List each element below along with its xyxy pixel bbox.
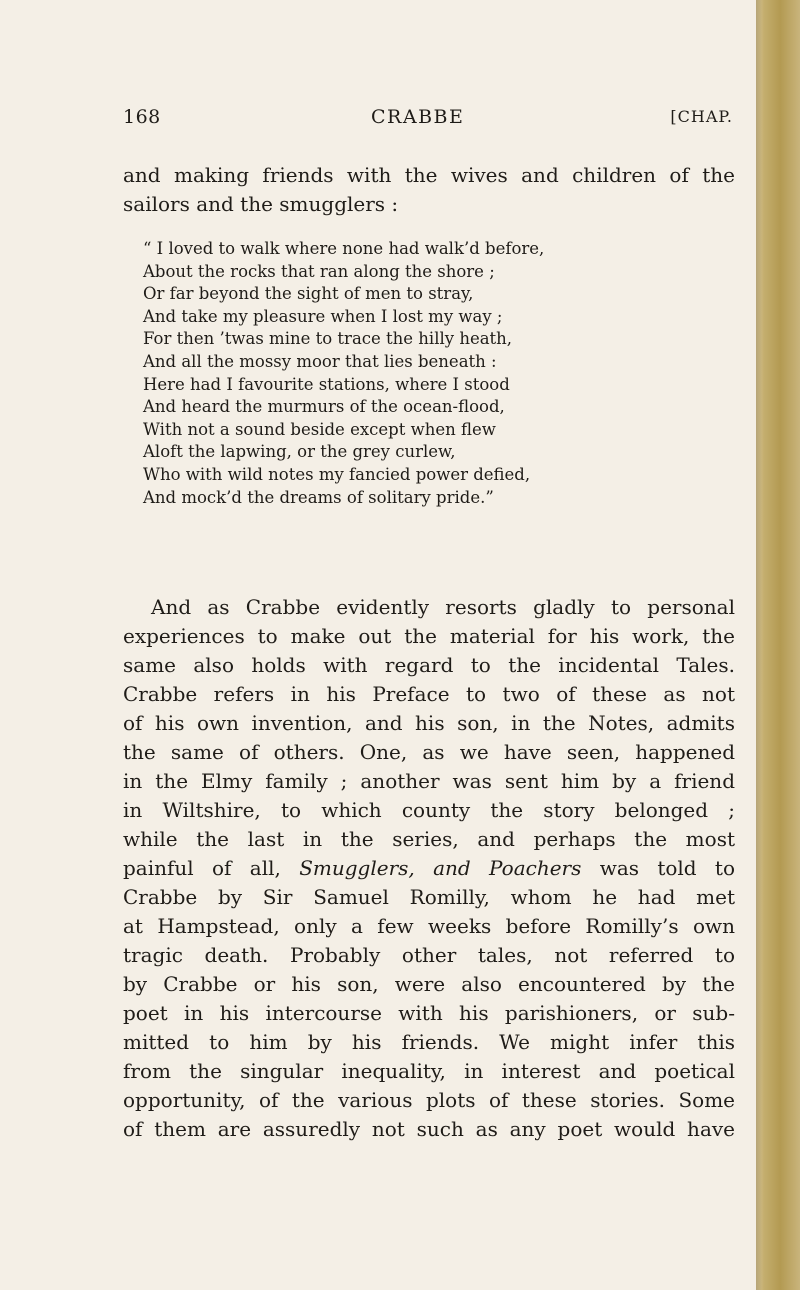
poem-line: For then ’twas mine to trace the hilly heath,	[143, 329, 513, 349]
tale-title: Smugglers, and Poachers	[299, 856, 582, 880]
text-line: Crabbe by Sir Samuel Romilly, whom he had met	[123, 885, 735, 909]
poem-line: About the rocks that ran along the shore ;	[143, 261, 495, 281]
text-line: at Hampstead, only a few weeks before Romilly’s own	[123, 914, 735, 938]
chapter-marker: [CHAP.	[670, 107, 733, 126]
line-segment: painful of all,	[123, 856, 300, 880]
poem-line: And take my pleasure when I lost my way ;	[143, 306, 503, 326]
text-line: from the singular inequality, in interest and poetical	[123, 1059, 735, 1083]
text-line: of them are assuredly not such as any poet would have	[123, 1117, 735, 1141]
text-line: and making friends with the wives and children of the	[123, 163, 735, 187]
text-line: while the last in the series, and perhaps the most	[123, 827, 735, 851]
text-line: in the Elmy family ; another was sent him by a friend	[123, 769, 735, 793]
text-line: in Wiltshire, to which county the story belonged ;	[123, 798, 735, 822]
poem-quotation	[143, 238, 663, 509]
text-line-with-title	[123, 854, 735, 883]
text-line: the same of others. One, as we have seen, happened	[123, 740, 735, 764]
running-title: CRABBE	[371, 106, 465, 128]
text-line: of his own invention, and his son, in the Notes, admits	[123, 711, 735, 735]
text-line: by Crabbe or his son, were also encountered by the	[123, 972, 735, 996]
text-line: same also holds with regard to the incidental Tales.	[123, 653, 735, 677]
text-line: experiences to make out the material for his work, the	[123, 624, 735, 648]
line-segment: was told to	[581, 856, 736, 880]
main-paragraph	[123, 593, 735, 1144]
page-edge-binding	[756, 0, 800, 1290]
poem-line: With not a sound beside except when flew	[143, 419, 496, 439]
text-line: Crabbe refers in his Preface to two of these as not	[123, 682, 735, 706]
poem-line: And mock’d the dreams of solitary pride.”	[143, 487, 494, 507]
page-number: 168	[123, 106, 161, 128]
poem-line: And all the mossy moor that lies beneath :	[143, 351, 497, 371]
poem-line: And heard the murmurs of the ocean-flood,	[143, 397, 505, 417]
poem-line: “ I loved to walk where none had walk’d before,	[143, 239, 545, 258]
intro-paragraph	[123, 161, 735, 219]
text-line: And as Crabbe evidently resorts gladly to personal	[151, 595, 735, 619]
text-line: sailors and the smugglers :	[123, 192, 399, 216]
poem-line: Who with wild notes my fancied power defied,	[143, 464, 531, 484]
text-line: mitted to him by his friends. We might infer this	[123, 1030, 735, 1054]
running-header	[123, 106, 733, 136]
text-line: opportunity, of the various plots of these stories. Some	[123, 1088, 735, 1112]
poem-line: Or far beyond the sight of men to stray,	[143, 284, 474, 304]
poem-line: Aloft the lapwing, or the grey curlew,	[143, 442, 456, 462]
text-line: poet in his intercourse with his parishioners, or sub-	[123, 1001, 735, 1025]
text-line: tragic death. Probably other tales, not referred to	[123, 943, 735, 967]
poem-line: Here had I favourite stations, where I stood	[143, 374, 510, 394]
